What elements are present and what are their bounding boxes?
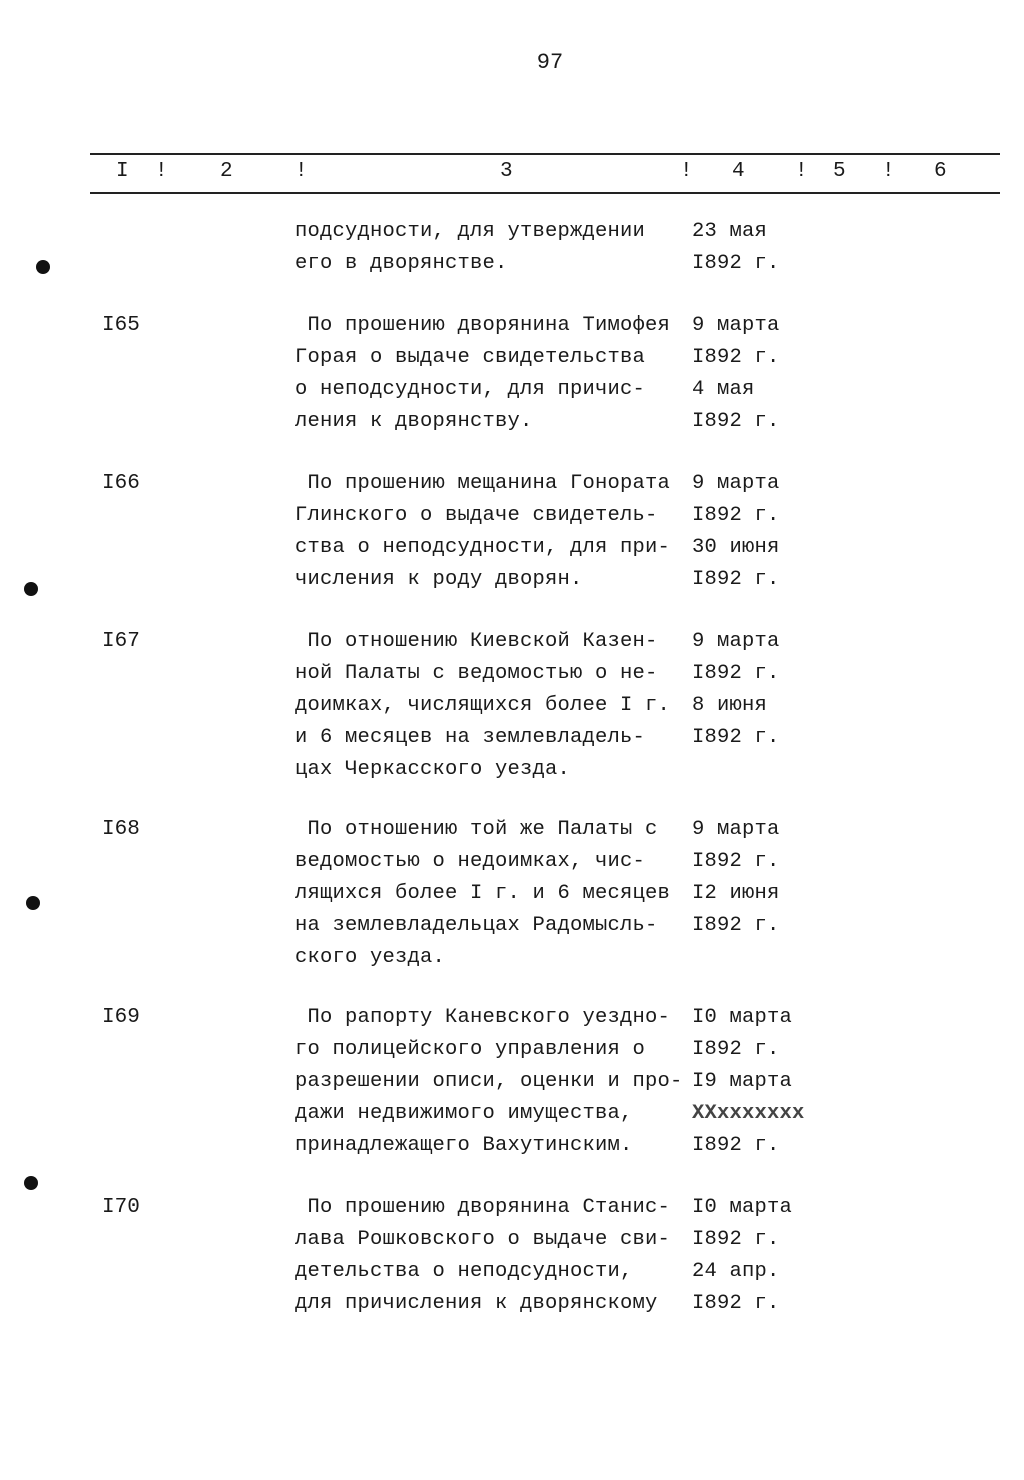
entry-date: I892 г. bbox=[692, 346, 780, 369]
entry-date: I9 марта bbox=[692, 1070, 793, 1093]
entry-date: I892 г. bbox=[692, 1038, 780, 1061]
entry-date: I892 г. bbox=[692, 914, 780, 937]
entry-date: 9 марта bbox=[692, 314, 780, 337]
entry-date: I892 г. bbox=[692, 568, 780, 591]
entry-description-line: По прошению мещанина Гонората bbox=[295, 472, 671, 495]
entry-description-line: и 6 месяцев на землевладель- bbox=[295, 726, 646, 749]
entry-description-line: лава Рошковского о выдаче сви- bbox=[295, 1228, 671, 1251]
entry-date: I892 г. bbox=[692, 1228, 780, 1251]
entry-description-line: дажи недвижимого имущества, bbox=[295, 1102, 633, 1125]
entry-number: I67 bbox=[102, 630, 140, 653]
entry-date: I0 марта bbox=[692, 1006, 793, 1029]
table-header-rule bbox=[90, 192, 1000, 194]
binder-hole-icon bbox=[24, 582, 38, 596]
entry-description-line: По рапорту Каневского уездно- bbox=[295, 1006, 671, 1029]
entry-description-line: о неподсудности, для причис- bbox=[295, 378, 646, 401]
page-number: 97 bbox=[536, 50, 564, 75]
entry-description-line: ведомостью о недоимках, чис- bbox=[295, 850, 646, 873]
entry-date: I892 г. bbox=[692, 1292, 780, 1315]
col-header-1: I bbox=[116, 160, 129, 183]
entry-description-line: ления к дворянству. bbox=[295, 410, 533, 433]
col-header-2: 2 bbox=[220, 160, 233, 183]
entry-date: I892 г. bbox=[692, 410, 780, 433]
entry-description-line: разрешении описи, оценки и про- bbox=[295, 1070, 683, 1093]
entry-date: I892 г. bbox=[692, 1134, 780, 1157]
entry-date: I892 г. bbox=[692, 662, 780, 685]
col-header-3: 3 bbox=[500, 160, 513, 183]
entry-description-line: Глинского о выдаче свидетель- bbox=[295, 504, 658, 527]
entry-date: 8 июня bbox=[692, 694, 768, 717]
entry-description-line: го полицейского управления о bbox=[295, 1038, 646, 1061]
entry-date: I892 г. bbox=[692, 726, 780, 749]
col-separator: ! bbox=[295, 160, 308, 183]
entry-description-line: ства о неподсудности, для при- bbox=[295, 536, 671, 559]
entry-description-line: подсудности, для утверждении bbox=[295, 220, 646, 243]
entry-number: I69 bbox=[102, 1006, 140, 1029]
entry-date: I892 г. bbox=[692, 504, 780, 527]
entry-date: I2 июня bbox=[692, 882, 780, 905]
entry-description-line: По отношению той же Палаты с bbox=[295, 818, 658, 841]
entry-number: I70 bbox=[102, 1196, 140, 1219]
entry-description-line: детельства о неподсудности, bbox=[295, 1260, 633, 1283]
entry-description-line: цах Черкасского уезда. bbox=[295, 758, 571, 781]
col-header-6: 6 bbox=[934, 160, 947, 183]
entry-description-line: числения к роду дворян. bbox=[295, 568, 583, 591]
entry-description-line: лящихся более I г. и 6 месяцев bbox=[295, 882, 671, 905]
entry-description-line: для причисления к дворянскому bbox=[295, 1292, 658, 1315]
col-separator: ! bbox=[155, 160, 168, 183]
entry-description-line: По прошению дворянина Станис- bbox=[295, 1196, 671, 1219]
entry-number: I65 bbox=[102, 314, 140, 337]
entry-description-line: По прошению дворянина Тимофея bbox=[295, 314, 671, 337]
entry-number: I68 bbox=[102, 818, 140, 841]
entry-date: I0 марта bbox=[692, 1196, 793, 1219]
col-header-5: 5 bbox=[833, 160, 846, 183]
entry-description-line: принадлежащего Вахутинским. bbox=[295, 1134, 633, 1157]
entry-description-line: ной Палаты с ведомостью о не- bbox=[295, 662, 658, 685]
entry-date-struck: XXxxxxxxx bbox=[692, 1102, 805, 1125]
entry-date: 9 марта bbox=[692, 630, 780, 653]
entry-date: I892 г. bbox=[692, 252, 780, 275]
entry-date: 24 апр. bbox=[692, 1260, 780, 1283]
entry-number: I66 bbox=[102, 472, 140, 495]
entry-date: 9 марта bbox=[692, 472, 780, 495]
binder-hole-icon bbox=[26, 896, 40, 910]
col-separator: ! bbox=[795, 160, 808, 183]
entry-description-line: ского уезда. bbox=[295, 946, 446, 969]
entry-description-line: доимках, числящихся более I г. bbox=[295, 694, 671, 717]
col-separator: ! bbox=[680, 160, 693, 183]
entry-description-line: на землевладельцах Радомысль- bbox=[295, 914, 658, 937]
entry-description-line: По отношению Киевской Казен- bbox=[295, 630, 658, 653]
table-top-rule bbox=[90, 153, 1000, 155]
col-separator: ! bbox=[882, 160, 895, 183]
col-header-4: 4 bbox=[732, 160, 745, 183]
binder-hole-icon bbox=[24, 1176, 38, 1190]
entry-date: 4 мая bbox=[692, 378, 755, 401]
entry-date: 30 июня bbox=[692, 536, 780, 559]
entry-description-line: Горая о выдаче свидетельства bbox=[295, 346, 646, 369]
entry-date: 9 марта bbox=[692, 818, 780, 841]
entry-date: I892 г. bbox=[692, 850, 780, 873]
entry-description-line: его в дворянстве. bbox=[295, 252, 508, 275]
entry-date: 23 мая bbox=[692, 220, 768, 243]
binder-hole-icon bbox=[36, 260, 50, 274]
